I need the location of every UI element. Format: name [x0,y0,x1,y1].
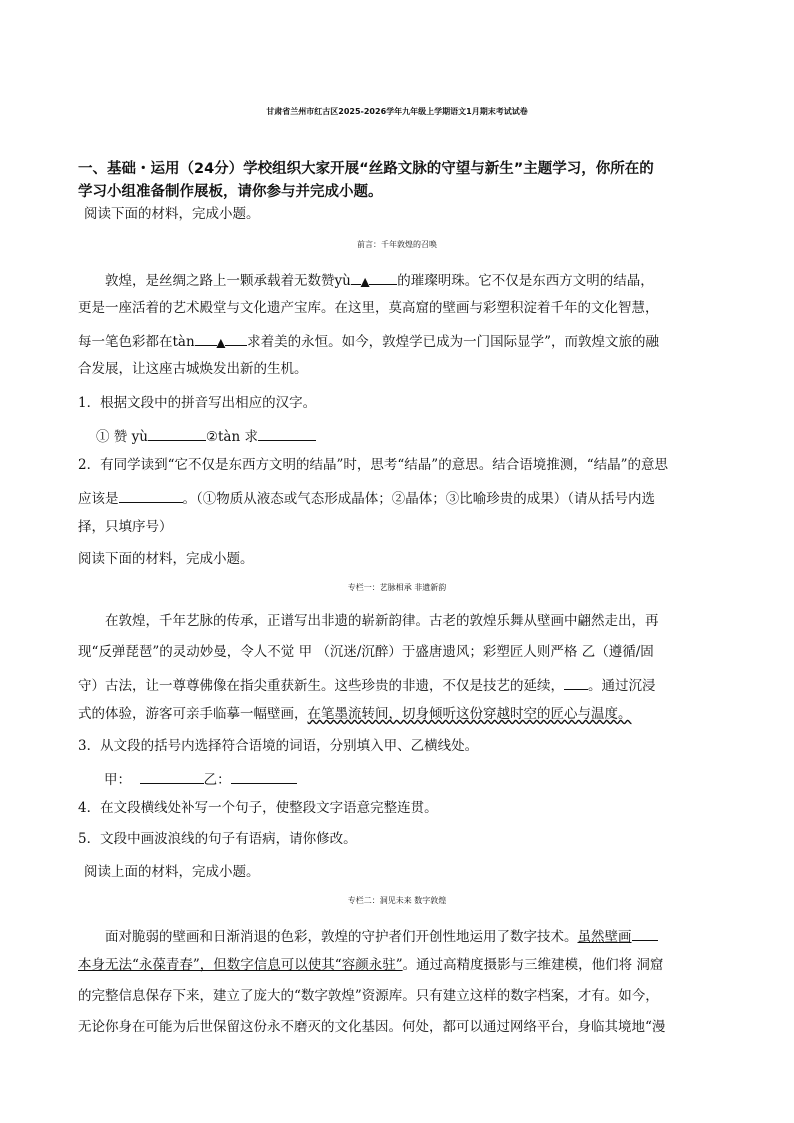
p2-fill-blank [564,677,588,690]
p2-line3-text-a: 守）古法，让一尊尊佛像在指尖重获新生。这些珍贵的非遗，不仅是技艺的延续， [78,678,564,694]
question3-text: 3．从文段的括号内选择符合语境的词语，分别填入甲、乙横线处。 [78,738,479,754]
question4-text: 4．在文段横线处补写一个句子，使整段文字语意完整连贯。 [78,800,438,816]
q3-yi-label: 乙： [203,772,231,788]
section-heading-line2: 学习小组准备制作展板，请你参与并完成小题。 [78,184,383,200]
p3-line1-underlined: 虽然壁画 [577,929,632,945]
column1-title: 专栏一：艺脉相承 非遗新韵 [347,583,447,592]
p2-wavy-sentence: 在笔墨流转间，切身倾听这份穿越时空的匠心与温度。 [307,706,632,722]
p2-line4-text-a: 式的体验，游客可亲手临摹一幅壁画， [78,706,308,722]
q1-item1-label: ① 赞 yù [96,429,148,445]
p2-line3-text-b: 。通过沉浸 [588,678,656,694]
q1-answer2-blank[interactable] [258,428,316,441]
p3-line2-underlined: 本身无法“永葆青春”，但数字信息可以使其“容颜永驻” [78,957,403,973]
p1-blank-yu-marker: ▲ [360,275,370,288]
p1-line3-text-b: 求着美的永恒。如今，敦煌学已成为一门国际显学”，而敦煌文旅的融 [247,334,660,350]
paragraph3-line3: 的完整信息保存下来，建立了庞大的“数字敦煌”资源库。只有建立这样的数字档案，才有。如今， [78,988,659,1004]
p1-blank-tan-left [195,333,217,346]
paragraph3-line4: 无论你身在可能为后世保留这份永不磨灭的文化基因。何处，都可以通过网络平台，身临其境地“漫 [78,1019,666,1035]
p1-text-a: 敦煌，是丝绸之路上一颗承载着无数赞yù [105,273,351,289]
question3-answers [104,771,297,788]
page-title: 甘肃省兰州市红古区2025-2026学年九年级上学期语文1月期末考试试卷 [266,107,528,116]
paragraph2-line3 [78,677,656,694]
paragraph1-line3 [78,333,659,350]
preface-title: 前言：千年敦煌的召唤 [357,240,437,249]
p1-text-b: 的璀璨明珠。它不仅是东西方文明的结晶， [397,273,654,289]
section-heading-line1: 一、基础・运用（24分）学校组织大家开展“丝路文脉的守望与新生”主题学习，你所在的 [78,161,654,177]
q3-jia-label: 甲： [104,772,131,788]
q2-text-b: 。（①物质从液态或气态形成晶体；②晶体；③比喻珍贵的成果）（请从括号内选 [182,491,655,507]
q2-answer-blank[interactable] [119,490,183,503]
p1-line3-text-a: 每一笔色彩都在tàn [78,334,195,350]
p3-line2-text-b: 。通过高精度摄影与三维建模，他们将 洞窟 [402,957,664,973]
question2-line2 [78,490,655,507]
question1-answers [96,428,316,445]
question2-line1: 2．有同学读到“它不仅是东西方文明的结晶”时，思考“结晶”的意思。结合语境推测，“结晶”的意思 [78,457,668,473]
paragraph2-line1: 在敦煌，千年艺脉的传承，正谱写出非遗的崭新韵律。古老的敦煌乐舞从壁画中翩然走出，再 [105,613,659,629]
p1-blank-yu-right [369,272,397,285]
question1-text: 1．根据文段中的拼音写出相应的汉字。 [78,395,317,411]
paragraph3-line1 [105,928,658,945]
paragraph1-line2: 更是一座活着的艺术殿堂与文化遗产宝库。在这里，莫高窟的壁画与彩塑积淀着千年的文化智慧， [78,300,659,316]
reading-instruction-3: 阅读上面的材料，完成小题。 [84,864,260,880]
p3-line1-underline-tail [632,928,658,941]
q3-yi-blank[interactable] [231,771,297,784]
paragraph1-line1 [105,272,654,289]
reading-instruction-1: 阅读下面的材料，完成小题。 [84,206,260,222]
p1-blank-tan-right [225,333,247,346]
p3-line1-text-a: 面对脆弱的壁画和日渐消退的色彩，敦煌的守护者们开创性地运用了数字技术。 [105,929,578,945]
q2-text-a: 应该是 [78,491,119,507]
paragraph1-line4: 合发展，让这座古城焕发出新的生机。 [78,361,308,377]
paragraph3-line2 [78,959,663,973]
paragraph2-line2: 现“反弹琵琶”的灵动妙曼，令人不觉 甲 （沉迷/沉醉）于盛唐遗风；彩塑匠人则严格 乙（遵循/固 [78,644,654,660]
q1-item2-label: ②tàn 求 [205,429,258,445]
q1-answer1-blank[interactable] [148,428,206,441]
column2-title: 专栏二：洞见未来 数字敦煌 [347,896,447,905]
reading-instruction-2: 阅读下面的材料，完成小题。 [78,551,254,567]
question5-text: 5．文段中画波浪线的句子有语病，请你修改。 [78,831,357,847]
question2-line3: 择，只填序号） [78,519,173,535]
paragraph2-line4 [78,708,632,722]
p1-blank-yu-left [351,272,361,285]
p1-blank-tan-marker: ▲ [216,336,226,349]
q3-jia-blank[interactable] [140,771,204,784]
